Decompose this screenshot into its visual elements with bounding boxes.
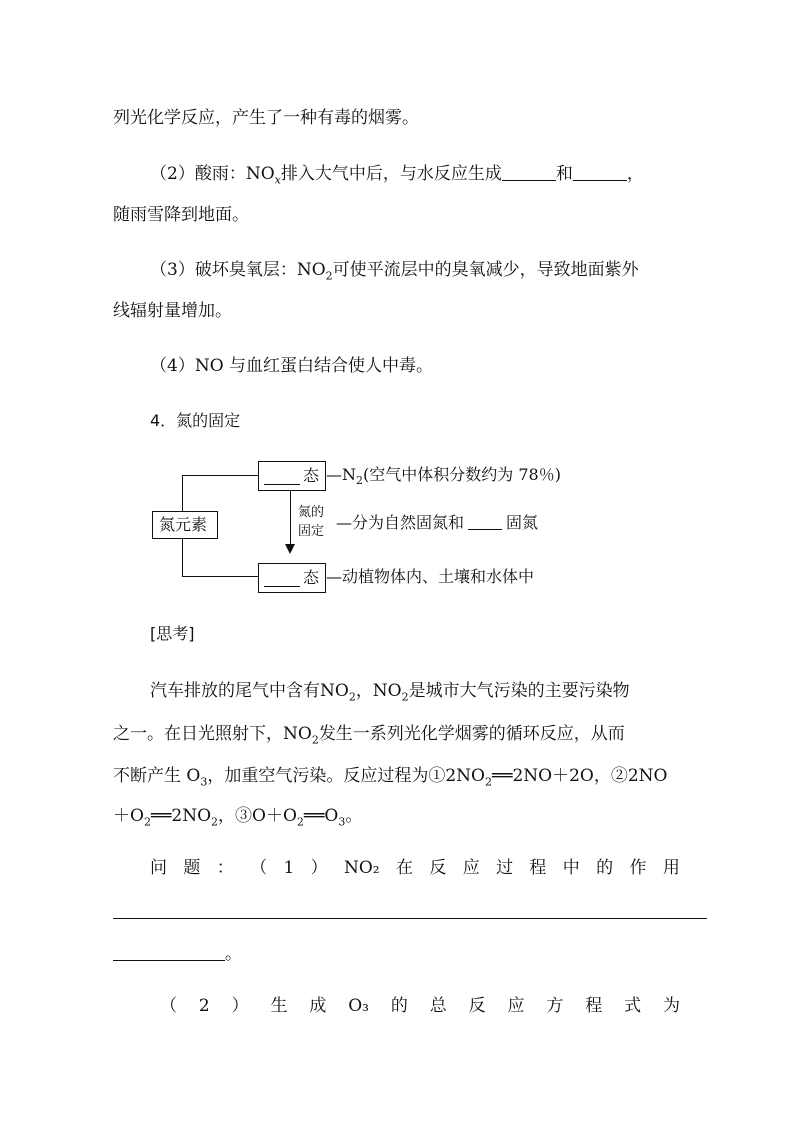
text-line-1: 列光化学反应，产生了一种有毒的烟雾。 [113, 108, 419, 128]
ozone-text-b: 可使平流层中的臭氧减少，导致地面紫外 [332, 260, 639, 280]
bottom-state-box [258, 563, 326, 593]
text-line-acid-rain-2: 随雨雪降到地面。 [113, 205, 249, 225]
question-word: 应 [507, 996, 525, 1016]
subscript: 2 [348, 690, 356, 704]
arrow-down-icon [285, 544, 295, 554]
think-text: 发生一系列光化学烟雾的循环反应，从而 [318, 724, 625, 744]
question-word: 在 [395, 858, 413, 878]
think-text: ══2NO [150, 806, 212, 826]
question-word: ） [231, 996, 249, 1016]
section-heading: 4．氮的固定 [150, 411, 241, 430]
question-word: 程 [585, 996, 603, 1016]
think-text: ，加重空气污染。反应过程为①2NO [207, 766, 485, 786]
arrow-shaft [290, 490, 291, 546]
top-state-box [258, 461, 326, 491]
question-word: 过 [496, 858, 514, 878]
question-word: （ [160, 996, 177, 1016]
answer-line[interactable] [113, 918, 707, 919]
ozone-text-a: （3）破坏臭氧层：NO [150, 260, 326, 280]
subscript: 3 [338, 815, 346, 829]
subscript: 2 [484, 775, 492, 789]
subscript: 2 [296, 815, 304, 829]
root-box [152, 511, 218, 539]
question-word: ） [310, 858, 328, 878]
question-word: 的 [390, 996, 408, 1016]
acid-rain-text-d: ， [626, 164, 644, 184]
think-text: ＋O [113, 806, 144, 826]
think-heading: [思考] [150, 624, 195, 643]
connector-line [182, 475, 183, 511]
think-text: 是城市大气污染的主要污染物 [408, 681, 630, 701]
acid-rain-text-b: 排入大气中后，与水反应生成 [280, 164, 502, 184]
text-line-ozone-2: 线辐射量增加。 [113, 301, 232, 321]
arrow-label-2: 固定 [298, 524, 325, 539]
connector-line [182, 576, 258, 577]
paragraph-ozone [150, 260, 639, 283]
bottom-description: —动植物体内、土壤和水体中 [326, 567, 535, 586]
arrow-label-1: 氮的 [298, 505, 325, 520]
think-line-1 [150, 681, 630, 704]
answer-blank[interactable] [113, 944, 225, 961]
question-word: 式 [624, 996, 642, 1016]
think-line-2 [113, 724, 625, 747]
question-word: 成 [309, 996, 327, 1016]
question-2 [160, 996, 680, 1016]
mid-desc-b: 固氮 [506, 513, 539, 532]
subscript-x: x [274, 173, 281, 187]
question-word: 题 [183, 858, 201, 878]
answer-blank[interactable] [502, 164, 556, 181]
bottom-state-label: 态 [303, 568, 320, 587]
question-word: NO₂ [343, 858, 380, 878]
think-text: 之一。在日光照射下，NO [113, 724, 312, 744]
question-word: 1 [283, 858, 295, 878]
paragraph-acid-rain [150, 164, 644, 187]
period: 。 [225, 944, 242, 964]
middle-description [336, 513, 538, 533]
question-word: 问 [150, 858, 167, 878]
think-line-4 [113, 806, 363, 829]
question-word: 作 [629, 858, 647, 878]
answer-blank[interactable] [264, 468, 300, 485]
think-text: ，③O＋O [218, 806, 297, 826]
connector-line [182, 475, 258, 476]
question-word: 中 [562, 858, 580, 878]
think-text: 汽车排放的尾气中含有NO [150, 681, 349, 701]
connector-line [182, 538, 183, 576]
subscript: 2 [211, 815, 219, 829]
question-word: 应 [462, 858, 480, 878]
top-desc-b: (空气中体积分数约为 78％) [363, 465, 561, 484]
think-text: 。 [345, 806, 363, 826]
subscript: 2 [401, 690, 409, 704]
mid-desc-a: —分为自然固氮和 [336, 513, 465, 532]
question-word: 方 [546, 996, 564, 1016]
answer-blank[interactable] [573, 164, 627, 181]
question-word: ： [216, 858, 234, 878]
subscript: 2 [311, 733, 319, 747]
think-text: ，NO [355, 681, 402, 701]
question-1 [150, 858, 680, 878]
subscript: 2 [325, 269, 333, 283]
root-label: 氮元素 [159, 515, 208, 534]
subscript: 3 [200, 775, 208, 789]
question-word: 为 [662, 996, 680, 1016]
paragraph-no-poison: （4）NO 与血红蛋白结合使人中毒。 [150, 356, 434, 376]
question-1-end [113, 944, 242, 964]
think-line-3 [113, 766, 668, 789]
top-description [326, 465, 561, 488]
question-word: 反 [429, 858, 447, 878]
question-word: 用 [662, 858, 680, 878]
question-word: 2 [198, 996, 210, 1016]
question-word: （ [250, 858, 268, 878]
answer-blank[interactable] [264, 570, 300, 587]
answer-blank[interactable] [468, 513, 502, 530]
acid-rain-text-c: 和 [555, 164, 573, 184]
question-word: 反 [468, 996, 486, 1016]
question-word: 总 [429, 996, 447, 1016]
question-word: 的 [596, 858, 614, 878]
think-text: 不断产生 O [113, 766, 201, 786]
think-text: ══2NO＋2O，②2NO [491, 766, 668, 786]
think-text: ══O [303, 806, 339, 826]
top-state-label: 态 [303, 466, 320, 485]
question-word: 程 [529, 858, 547, 878]
subscript: 2 [143, 815, 151, 829]
question-word: O₃ [348, 996, 369, 1016]
question-word: 生 [270, 996, 288, 1016]
acid-rain-text-a: （2）酸雨：NO [150, 164, 275, 184]
subscript: 2 [356, 474, 363, 488]
top-desc-a: —N [326, 465, 356, 484]
